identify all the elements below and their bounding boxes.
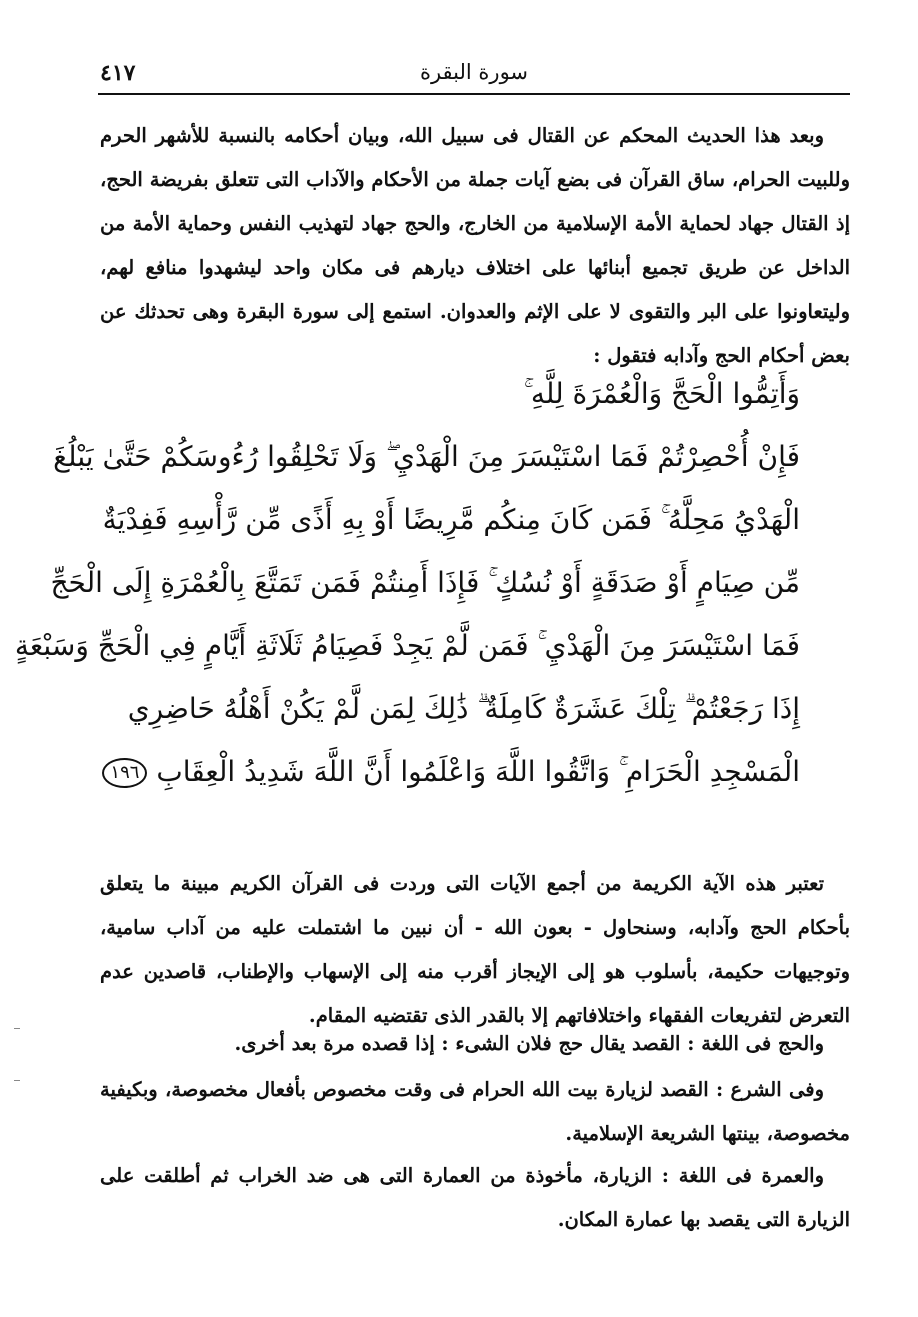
commentary-paragraph: تعتبر هذه الآية الكريمة من أجمع الآيات التى وردت فى القرآن الكريم مبينة ما يتعلق بأحكام الحج وآدابه، وسنحاول - بعون الله - أن نبين ما اشتملت عليه من آداب سامية، وتوجيهات حكيمة، بأسلوب هو إلى الإيجاز أقرب منه إلى الإسهاب والإطناب، قاصدين عدم التعرض لتفريعات الفقهاء واختلافاتهم إلا بالقدر الذى تقتضيه المقام.: [100, 872, 850, 1027]
definition-hajj-sharia: وفى الشرع : القصد لزيارة بيت الله الحرام فى وقت مخصوص بأفعال مخصوصة، وبكيفية مخصوصة، بينتها الشريعة الإسلامية.: [100, 1078, 850, 1145]
verse-line-last: [110, 740, 800, 803]
definition-umrah-language: والعمرة فى اللغة : الزيارة، مأخوذة من العمارة التى هى ضد الخراب ثم أطلقت على الزيارة التى يقصد بها عمارة المكان.: [100, 1164, 850, 1231]
verse-line: فَإِنْ أُحْصِرْتُمْ فَمَا اسْتَيْسَرَ مِنَ الْهَدْيِ ۖ وَلَا تَحْلِقُوا رُءُوسَكُمْ حَتَّىٰ يَبْلُغَ: [53, 440, 800, 473]
verse-line: إِذَا رَجَعْتُمْ ۗ تِلْكَ عَشَرَةٌ كَامِلَةٌ ۗ ذَٰلِكَ لِمَن لَّمْ يَكُنْ أَهْلُهُ حَاضِرِي: [127, 692, 800, 725]
scan-mark: [14, 1028, 20, 1029]
page-header: [100, 58, 848, 94]
running-title: سورة البقرة: [419, 60, 529, 84]
header-rule: [98, 93, 850, 95]
page-number: ٤١٧: [100, 60, 136, 86]
verse-line: فَمَا اسْتَيْسَرَ مِنَ الْهَدْيِ ۚ فَمَن لَّمْ يَجِدْ فَصِيَامُ ثَلَاثَةِ أَيَّامٍ فِي الْحَجِّ وَسَبْعَةٍ: [14, 629, 800, 662]
verse-line: الْهَدْيُ مَحِلَّهُ ۚ فَمَن كَانَ مِنكُم مَّرِيضًا أَوْ بِهِ أَذًى مِّن رَّأْسِهِ فَفِدْيَةٌ: [102, 503, 800, 536]
definition-hajj-language: والحج فى اللغة : القصد يقال حج فلان الشىء : إذا قصده مرة بعد أخرى.: [234, 1032, 824, 1055]
quran-verse-block: [14, 362, 800, 803]
scan-mark: [14, 1080, 20, 1081]
verse-line-text: الْمَسْجِدِ الْحَرَامِ ۚ وَاتَّقُوا اللَّهَ وَاعْلَمُوا أَنَّ اللَّهَ شَدِيدُ الْعِقَابِ: [156, 755, 800, 788]
intro-paragraph: وبعد هذا الحديث المحكم عن القتال فى سبيل الله، وبيان أحكامه بالنسبة للأشهر الحرم وللبيت الحرام، ساق القرآن فى بضع آيات جملة من الأحكام والآداب التى تتعلق بفريضة الحج، إذ القتال جهاد لحماية الأمة الإسلامية من الخارج، والحج جهاد لتهذيب النفس وحماية الأمة من الداخل عن طريق تجميع أبنائها على اختلاف ديارهم فى مكان واحد ليشهدوا منافع لهم، وليتعاونوا على البر والتقوى لا على الإثم والعدوان. استمع إلى سورة البقرة وهى تحدثك عن بعض أحكام الحج وآدابه فتقول :: [100, 124, 850, 367]
ayah-number-marker: ١٩٦: [102, 758, 147, 788]
verse-line: مِّن صِيَامٍ أَوْ صَدَقَةٍ أَوْ نُسُكٍ ۚ فَإِذَا أَمِنتُمْ فَمَن تَمَتَّعَ بِالْعُمْرَةِ إِلَى الْحَجِّ: [50, 566, 800, 599]
verse-line: وَأَتِمُّوا الْحَجَّ وَالْعُمْرَةَ لِلَّهِ ۚ: [523, 377, 800, 410]
